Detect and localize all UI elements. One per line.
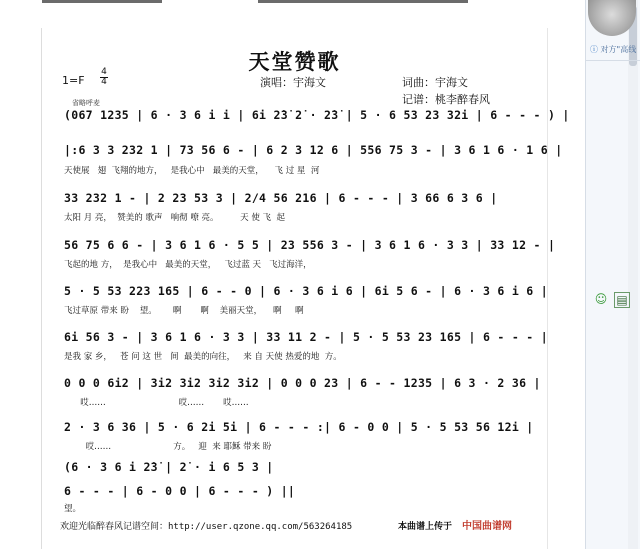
lyric-line-8: 哎…… 方。 迎 来 耶稣 带来 盼 <box>64 442 272 452</box>
song-title: 天堂赞歌 <box>248 49 341 74</box>
sidebar-link[interactable] <box>590 44 636 55</box>
lyric-line-10: 望。 <box>64 504 82 514</box>
composer-credit: 词曲：宇海文 <box>402 76 468 89</box>
time-signature <box>100 68 108 87</box>
lyric-line-6: 是我 家 乡， 苍 问 这 世 间 最美的向往， 来 自 天使 热爱的地 方。 <box>64 352 342 362</box>
uploaded-label: 本曲谱上传于 <box>398 522 453 532</box>
staff-line-7: 0 0 0 6i2 | 3i2 3i2 3i2 3i2 | 0 0 0 23 | 6 - - 1235 | 6 3 · 2 36 | <box>64 376 541 390</box>
info-icon: ⓘ <box>590 45 598 54</box>
sidebar-link-text: 对方"高线 <box>600 45 637 54</box>
staff-line-6: 6i 56 3 - | 3 6 1 6 · 3 3 | 33 11 2 - | 5 · 5 53 23 165 | 6 - - - | <box>64 330 548 344</box>
intro-note: 省略呼麦 <box>72 99 100 107</box>
top-strip <box>0 0 585 4</box>
transcriber-credit: 记谱：桃李醉春风 <box>402 93 490 106</box>
singer-credit: 演唱：宇海文 <box>260 76 326 89</box>
staff-line-1: (067 1235 | 6 · 3 6 i i | 6i 2̇3̇ 2̇ · 2̇3̇ | 5 · 6 53 23 32i | 6 - - - ) | <box>64 108 570 122</box>
staff-line-9: (6 · 3 6 i 2̇3̇ | 2̇ · i 6 5 3 | <box>64 460 274 474</box>
top-strip-segment <box>42 0 162 3</box>
staff-line-8: 2 · 3 6 36 | 5 · 6 2i 5i | 6 - - - :| 6 - 0 0 | 5 · 5 53 56 12i | <box>64 420 534 434</box>
staff-line-10: 6 - - - | 6 - 0 0 | 6 - - - ) || <box>64 484 296 498</box>
footer-note: 欢迎光临醉春风记谱空间：http://user.qzone.qq.com/563264185 <box>60 522 353 532</box>
site-logo: 中国曲谱网 <box>462 521 512 532</box>
top-strip-segment <box>258 0 468 3</box>
lyric-line-3: 太阳 月 亮， 赞美的 歌声 响彻 嘹 亮。 天 使 飞 起 <box>64 213 285 223</box>
score-frame <box>41 28 570 549</box>
sidebar-divider <box>585 60 640 61</box>
lyric-line-2: 天使展 翅 飞翔的地方， 是我心中 最美的天堂， 飞 过 星 河 <box>64 166 320 176</box>
document-icon[interactable]: ▤ <box>614 292 630 308</box>
sheet-music <box>42 28 570 549</box>
time-bottom: 4 <box>101 77 107 87</box>
staff-line-4: 56 75 6 6 - | 3 6 1 6 · 5 5 | 23 556 3 - | 3 6 1 6 · 3 3 | 33 12 - | <box>64 238 556 252</box>
staff-line-3: 33 232 1 - | 2 23 53 3 | 2/4 56 216 | 6 - - - | 3 66 6 3 6 | <box>64 191 498 205</box>
emoji-icon[interactable]: ☺ <box>594 292 608 306</box>
scrollbar-track[interactable] <box>628 0 638 549</box>
lyric-line-4: 飞起的地 方， 是我心中 最美的天堂， 飞过蓝 天 飞过海洋， <box>64 260 312 270</box>
lyric-line-7: 哎…… 哎…… 哎…… <box>64 398 249 408</box>
staff-line-5: 5 · 5 53 223 165 | 6 - - 0 | 6 · 3 6 i 6 | 6i 5 6 - | 6 · 3 6 i 6 | <box>64 284 548 298</box>
staff-line-2: |:6 3 3 232 1 | 73 56 6 - | 6 2 3 12 6 | 556 75 3 - | 3 6 1 6 · 1 6 | <box>64 143 563 157</box>
key-signature: 1=F <box>62 74 85 87</box>
time-top: 4 <box>101 67 107 77</box>
lyric-line-5: 飞过草原 带来 盼 望。 啊 啊 美丽天堂， 啊 啊 <box>64 306 304 316</box>
